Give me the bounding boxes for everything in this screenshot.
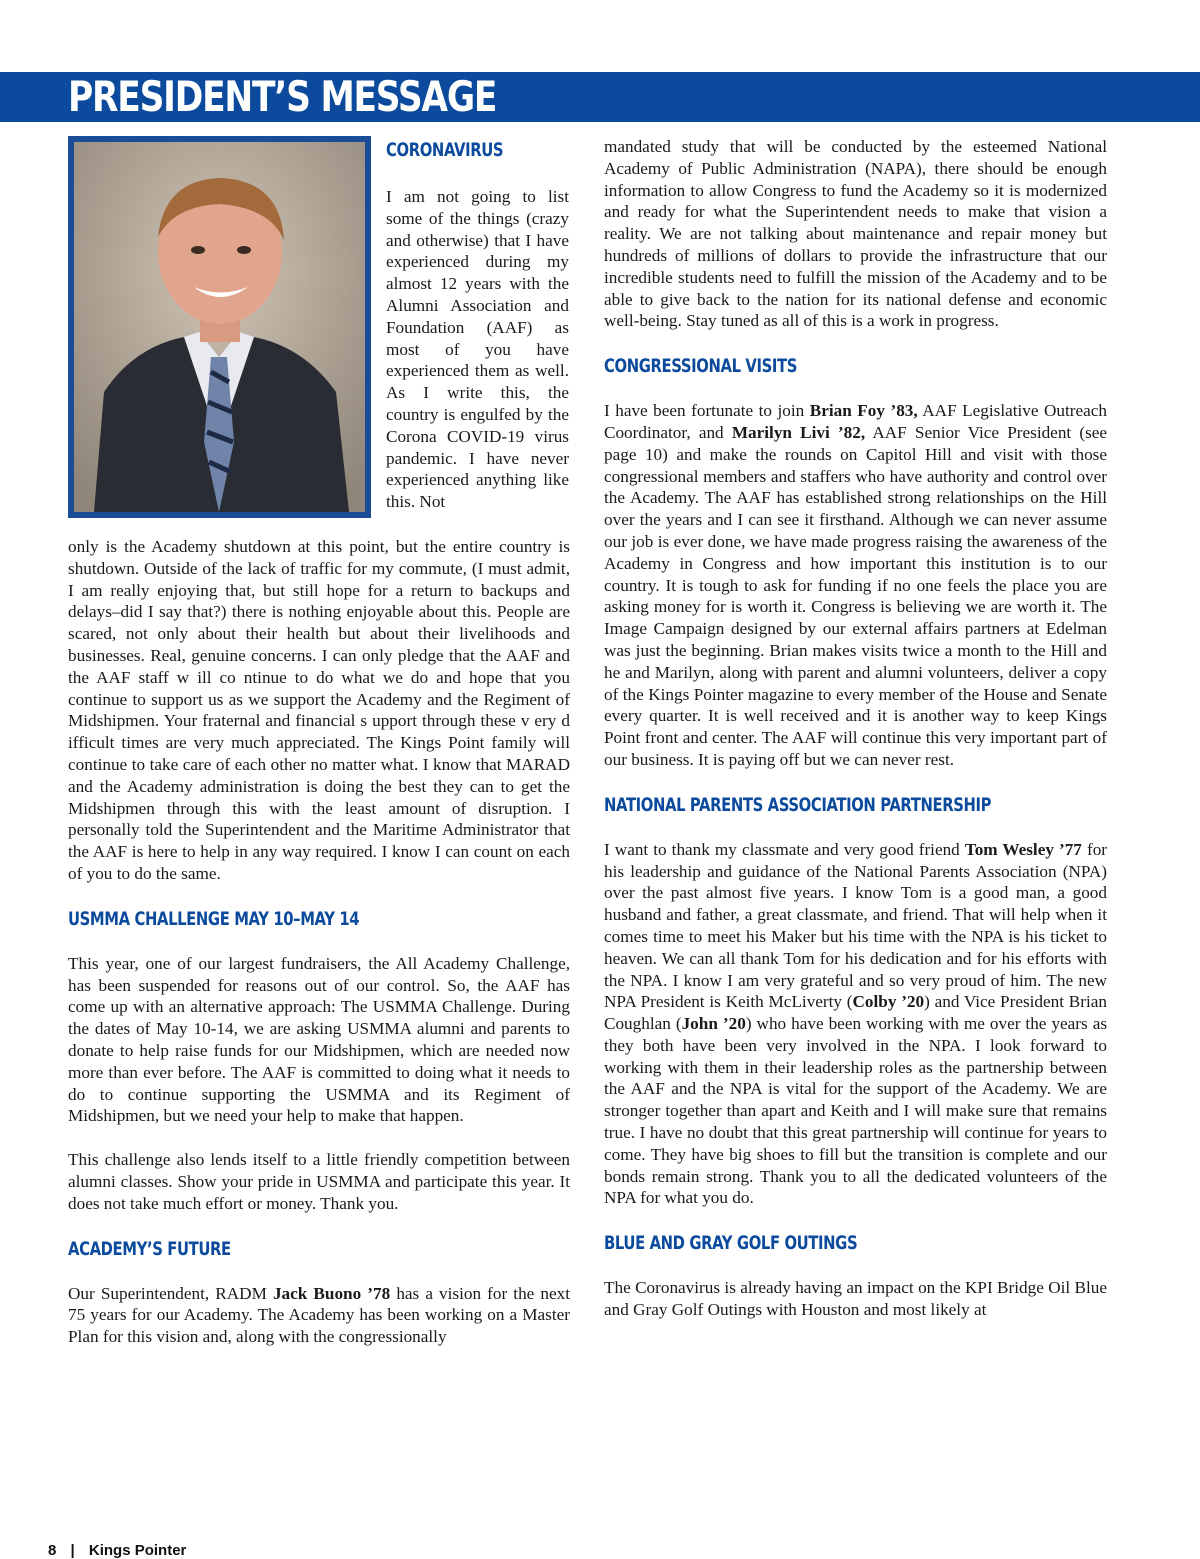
page-number: 8 [48,1542,57,1559]
coronavirus-paragraph-1: I am not going to list some of the things (crazy and otherwise) that I have experienced during my almost 12 years with the Alumni Association and Foundation (AAF) as most of you have experienced them as well. As I write this, the country is engulfed by the Corona COVID-19 virus pandemic. I have never experienced anything like this. Not [386,187,569,512]
title-banner [0,72,1200,122]
portrait-image [74,142,365,512]
footer-separator: | [70,1542,75,1559]
page-title: PRESIDENT’S MESSAGE [68,72,497,121]
congress-text-a: I have been fortunate to join [604,401,810,421]
npa-heading: NATIONAL PARENTS ASSOCIATION PARTNERSHIP [604,793,992,816]
challenge-paragraph-1: This year, one of our largest fundraisers, the All Academy Challenge, has been suspended for reasons out of our control. So, the AAF has come up with an alternative approach: The USMMA Challenge. During the dates of May 10-14, we are asking USMMA alumni and parents to donate to help raise funds for our Midshipmen, which are needed now more than ever before. The AAF is committed to doing what it needs to do to continue supporting the USMMA and its Regiment of Midshipmen, but we need your help to make that happen. [68,953,570,1126]
npa-name-john: John ’20 [681,1014,746,1034]
congress-heading: CONGRESSIONAL VISITS [604,355,798,378]
npa-text-d: ) who have been working with me over the years as they both have been very involved in the NPA. I look forward to working with them in their leadership roles as the partnership between the AAF and the NPA is vital for the support of the Academy. We are stronger together than apart and Keith and I will make sure that remains true. I have no doubt that this great partnership will continue for years to come. They have big shoes to fill but the transition is complete and our bonds remain strong. Thank you to all the dedicated volunteers of the NPA for what you do. [604,1014,1108,1208]
future-name-buono: Jack Buono ’78 [272,1283,391,1303]
npa-text-c: ) and Vice President Brian Coughlan ( [604,992,1107,1034]
coronavirus-heading: CORONAVIRUS [386,139,504,161]
congress-paragraph [604,400,1107,771]
congress-name-livi: Marilyn Livi ’82, [731,422,866,442]
npa-text-b: for his leadership and guidance of the National Parents Association (NPA) over the past almost five years. I know Tom is a good man, a good husband and father, a great classmate, and friend. That will help when it comes time to meet his Maker but his time with the NPA is his ticket to heaven. We can all thank Tom for his dedication and for his efforts with the NPA. I know I am very grateful and so very proud of him. The new NPA President is Keith McLiverty ( [604,839,1108,1012]
right-column [604,136,1107,1321]
future-paragraph-continued: mandated study that will be conducted by the esteemed National Academy of Public Administration (NAPA), there should be enough information to allow Congress to fund the Academy so it is modernized and ready for what the Superintendent needs to make that vision a reality. We are not talking about maintenance and repair money but hundreds of millions of dollars to provide the infrastructure that our incredible students need to fulfill the mission of the Academy and to be able to give back to the nation for its national defense and economic well-being. Stay tuned as all of this is a work in progress. [604,137,1107,331]
future-text-b: has a vision for the next 75 years for our Academy. The Academy has been working on a Master Plan for this vision and, along with the congressionally [68,1283,570,1347]
future-paragraph [68,1283,570,1348]
page-footer [48,1542,186,1559]
npa-name-wesley: Tom Wesley ’77 [964,839,1082,859]
npa-paragraph [604,839,1107,1210]
challenge-paragraph-2: This challenge also lends itself to a little friendly competition between alumni classes. Show your pride in USMMA and participate this year. It does not take much effort or money. Thank you. [68,1150,570,1213]
npa-name-colby: Colby ’20 [852,992,925,1012]
golf-heading: BLUE AND GRAY GOLF OUTINGS [604,1232,858,1255]
future-heading: ACADEMY’S FUTURE [68,1237,231,1260]
npa-text-a: I want to thank my classmate and very good friend [604,839,965,859]
future-text-a: Our Superintendent, RADM [68,1283,273,1303]
congress-text-c: AAF Senior Vice President (see page 10) and make the rounds on Capitol Hill and visit with those congressional members and staffers who have authority and control over the Academy. The AAF has established strong relationships on the Hill over the years and I can see it firsthand. Although we can never assume our job is ever done, we have made progress raising the awareness of the Academy in Congress and how important this institution is to our country. It is tough to ask for funding if no one feels the place you are asking money for is worth it. Congress is believing we are worth it. The Image Campaign designed by our external affairs partners at Edelman was just the beginning. Brian makes visits twice a month to the Hill and he and Marilyn, along with parent and alumni volunteers, deliver a copy of the Kings Pointer magazine to every member of the House and Senate every quarter. It is well received and it is another way to keep Kings Point front and center. The AAF will continue this very important part of our business. It is paying off but we can never rest. [604,422,1108,769]
congress-name-foy: Brian Foy ’83, [809,401,918,421]
coronavirus-paragraph-2: only is the Academy shutdown at this point, but the entire country is shutdown. Outside of the lack of traffic for my commute, (I must admit, I am really enjoying that, but still hope for a return to backups and delays–did I say that?) there is nothing enjoyable about this. People are scared, not only about their health but about their livelihoods and businesses. Real, genuine concerns. I can only pledge that the AAF and the AAF staff w ill co ntinue to do what we do and hope that you continue to support us as we support the Academy and the Regiment of Midshipmen. Your fraternal and financial s upport through these v ery d ifficult times are very much appreciated. The Kings Point family will continue to take care of each other no matter what. I know that MARAD and the Academy administration is doing the best they can to get the Midshipmen through this with the least amount of disruption. I personally told the Superintendent and the Maritime Administrator that the AAF is here to help in any way required. I know I can count on each of you to do the same. [68,537,570,883]
congress-text-b: AAF Legislative Outreach Coordinator, and [604,401,1107,442]
coronavirus-narrow-block [386,138,569,513]
challenge-heading: USMMA CHALLENGE MAY 10–MAY 14 [68,907,360,930]
publication-name: Kings Pointer [88,1542,187,1559]
left-column [68,536,570,1348]
golf-paragraph: The Coronavirus is already having an impact on the KPI Bridge Oil Blue and Gray Golf Outings with Houston and most likely at [604,1278,1107,1320]
president-photo [68,136,371,518]
